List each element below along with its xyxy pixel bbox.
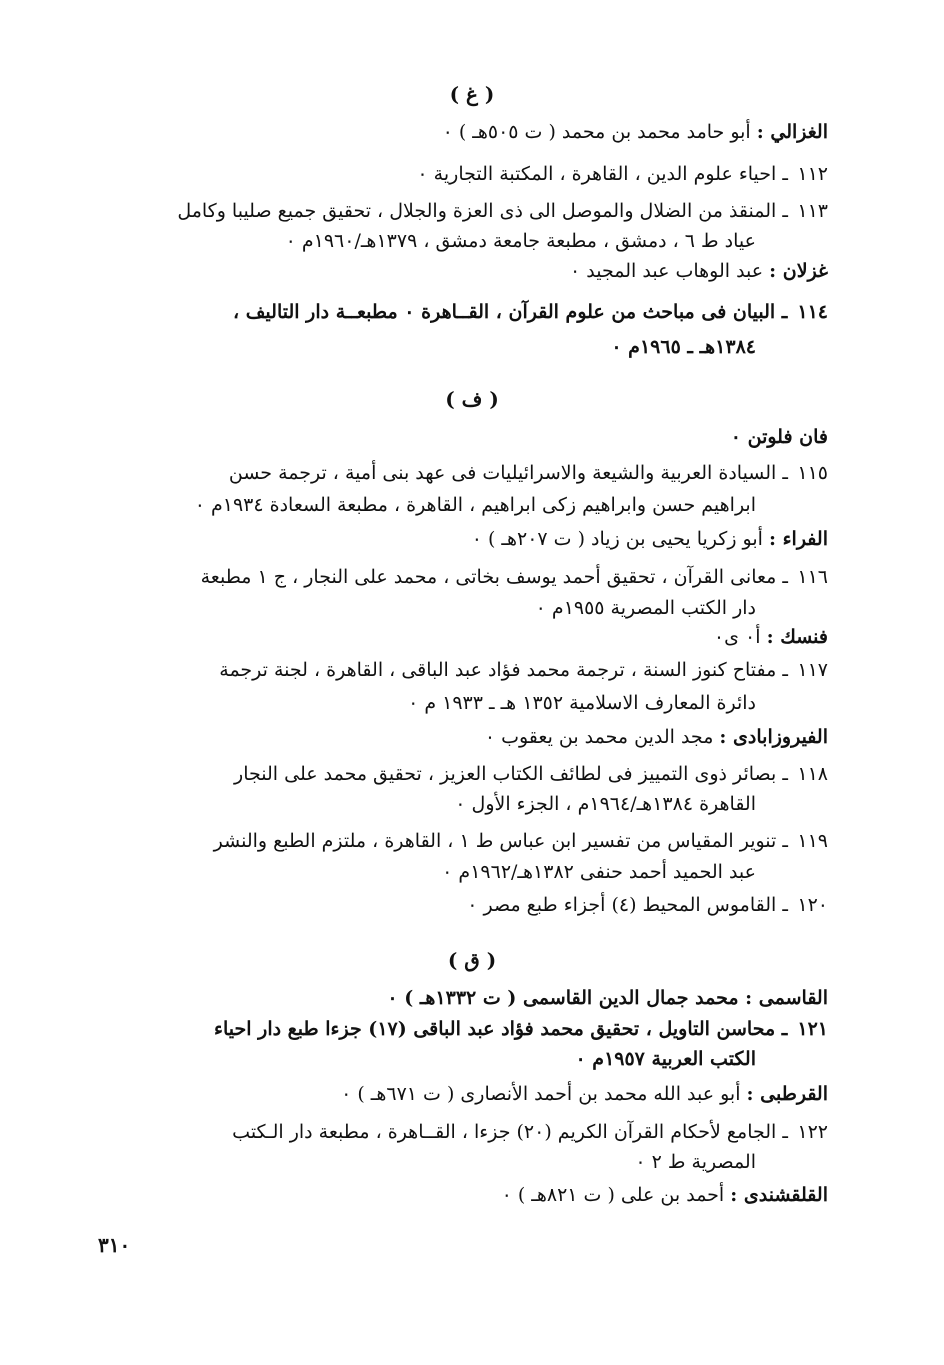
- author-details: أبو زكريا يحيى بن زياد ( ت ٢٠٧هـ ) ٠: [471, 528, 769, 550]
- author-name: القلقشندى :: [730, 1184, 828, 1206]
- author-name: الفراء :: [768, 528, 828, 550]
- entry-continuation: المصرية ط ٢ ٠: [635, 1151, 756, 1173]
- author-details: أ٠ ى٠: [713, 626, 767, 648]
- entry-continuation: عبد الحميد أحمد حنفى ١٣٨٢هـ/١٩٦٢م ٠: [442, 861, 756, 883]
- author-line: [94, 1081, 828, 1107]
- entry-number: ١١٥: [797, 462, 828, 484]
- author-details: مجد الدين محمد بن يعقوب ٠: [484, 726, 720, 748]
- entry-line: [94, 1119, 828, 1145]
- author-details: محمد جمال الدين القاسمى ( ت ١٣٣٢هـ ) ٠: [387, 987, 746, 1009]
- entry-continuation: القاهرة ١٣٨٤هـ/١٩٦٤م ، الجزء الأول ٠: [455, 793, 756, 815]
- entry-number: ١١٩: [797, 830, 828, 852]
- entry-dash: ـ: [782, 163, 788, 185]
- author-line: [94, 724, 828, 750]
- entry-line: [94, 299, 828, 325]
- entry-line: [94, 1016, 828, 1042]
- entry-line: [94, 828, 828, 854]
- entry-dash: ـ: [782, 659, 788, 681]
- entry-dash: ـ: [781, 1018, 788, 1040]
- author-line: [94, 526, 828, 552]
- author-name: فان فلوتن ٠: [730, 426, 828, 448]
- author-line: [94, 258, 828, 284]
- author-name: الغزالي :: [756, 121, 828, 143]
- entry-dash: ـ: [781, 301, 788, 323]
- entry-text: محاسن التاويل ، تحقيق محمد فؤاد عبد الباقى (١٧) جزءا طبع دار احياء: [214, 1018, 776, 1040]
- entry-text: معانى القرآن ، تحقيق أحمد يوسف بخاتى ، محمد على النجار ، ج ١ مطبعة: [200, 566, 777, 588]
- author-line: [94, 624, 828, 650]
- author-line: [94, 1182, 828, 1208]
- entry-continuation: دائرة المعارف الاسلامية ١٣٥٢ هـ ـ ١٩٣٣ م ٠: [408, 692, 756, 714]
- entry-text: الجامع لأحكام القرآن الكريم (٢٠) جزءا ، القــاهرة ، مطبعة دار الـكتب: [232, 1121, 777, 1143]
- entry-continuation: ابراهيم حسن وابراهيم زكى ابراهيم ، القاهرة ، مطبعة السعادة ١٩٣٤م ٠: [194, 494, 756, 516]
- author-name: القاسمى :: [745, 987, 828, 1009]
- entry-dash: ـ: [782, 894, 788, 916]
- entry-number: ١١٧: [797, 659, 828, 681]
- section-letter-feh: ( ف ): [445, 387, 499, 411]
- author-line: [94, 424, 828, 450]
- entry-number: ١٢٢: [797, 1121, 828, 1143]
- entry-number: ١١٤: [797, 301, 828, 323]
- entry-text: المنقذ من الضلال والموصل الى ذى العزة والجلال ، تحقيق جميع صليبا وكامل: [177, 200, 777, 222]
- entry-continuation: عياد ط ٦ ، دمشق ، مطبعة جامعة دمشق ، ١٣٧٩هـ/١٩٦٠م ٠: [285, 230, 756, 252]
- entry-number: ١٢١: [797, 1018, 828, 1040]
- entry-line: [94, 460, 828, 486]
- entry-dash: ـ: [782, 200, 788, 222]
- author-details: عبد الوهاب عبد المجيد ٠: [570, 260, 770, 282]
- author-details: أبو عبد الله محمد بن أحمد الأنصارى ( ت ٦٧١هـ ) ٠: [341, 1083, 747, 1105]
- entry-line: [94, 161, 828, 187]
- section-letter-ghain: ( غ ): [449, 82, 495, 106]
- entry-dash: ـ: [782, 830, 788, 852]
- entry-number: ١١٢: [797, 163, 828, 185]
- entry-number: ١١٦: [797, 566, 828, 588]
- entry-line: [94, 564, 828, 590]
- entry-dash: ـ: [782, 566, 788, 588]
- entry-text: القاموس المحيط (٤) أجزاء طبع مصر ٠: [467, 894, 777, 916]
- page-number: ٣١٠: [98, 1233, 131, 1257]
- entry-text: بصائر ذوى التمييز فى لطائف الكتاب العزيز ، تحقيق محمد على النجار: [234, 763, 777, 785]
- author-name: فنسك :: [766, 626, 828, 648]
- entry-continuation: ١٣٨٤هـ ـ ١٩٦٥م ٠: [611, 336, 756, 358]
- author-name: غزلان :: [769, 260, 828, 282]
- entry-dash: ـ: [782, 462, 788, 484]
- entry-continuation: دار الكتب المصرية ١٩٥٥م ٠: [535, 597, 756, 619]
- entry-dash: ـ: [782, 763, 788, 785]
- entry-number: ١١٣: [797, 200, 828, 222]
- entry-number: ١١٨: [797, 763, 828, 785]
- entry-continuation: الكتب العربية ١٩٥٧م ٠: [575, 1048, 756, 1070]
- entry-dash: ـ: [782, 1121, 788, 1143]
- entry-number: ١٢٠: [797, 894, 828, 916]
- author-details: أحمد بن على ( ت ٨٢١هـ ) ٠: [501, 1184, 731, 1206]
- entry-line: [94, 198, 828, 224]
- entry-line: [94, 657, 828, 683]
- author-details: أبو حامد محمد بن محمد ( ت ٥٠٥هـ ) ٠: [442, 121, 757, 143]
- entry-text: تنوير المقياس من تفسير ابن عباس ط ١ ، القاهرة ، ملتزم الطبع والنشر: [213, 830, 777, 852]
- entry-line: [94, 892, 828, 918]
- author-line: [94, 119, 828, 145]
- entry-text: مفتاح كنوز السنة ، ترجمة محمد فؤاد عبد الباقى ، القاهرة ، لجنة ترجمة: [219, 659, 777, 681]
- entry-line: [94, 761, 828, 787]
- section-letter-qaf: ( ق ): [447, 948, 497, 972]
- author-line: [94, 985, 828, 1011]
- author-name: القرطبى :: [746, 1083, 828, 1105]
- entry-text: السيادة العربية والشيعة والاسرائيليات فى عهد بنى أمية ، ترجمة حسن: [228, 462, 777, 484]
- author-name: الفيروزابادى :: [719, 726, 828, 748]
- entry-text: احياء علوم الدين ، القاهرة ، المكتبة التجارية ٠: [417, 163, 777, 185]
- entry-text: البيان فى مباحث من علوم القرآن ، القــاهرة ٠ مطبعــة دار التاليف ،: [233, 301, 776, 323]
